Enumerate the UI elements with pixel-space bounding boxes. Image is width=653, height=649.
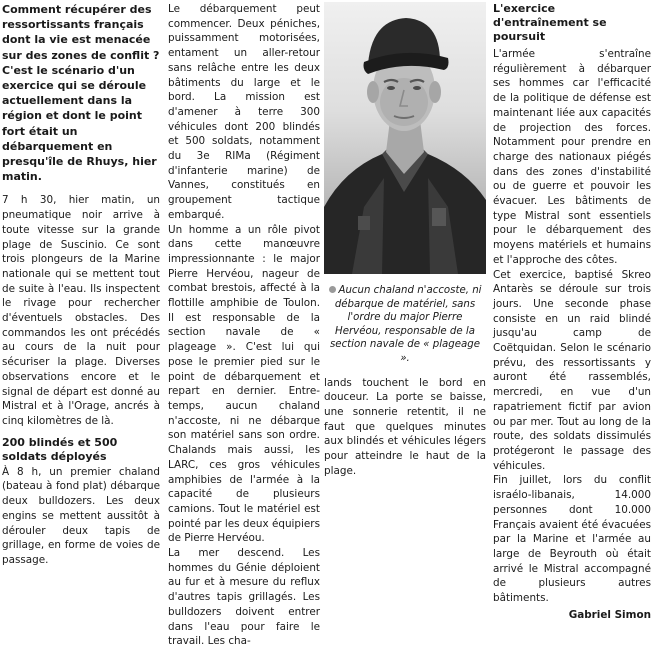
photo-caption-text: Aucun chaland n'accoste, ni débarque de matériel, sans l'ordre du major Pierre Hervéou, responsable de la section navale de « plageage ». bbox=[330, 285, 482, 364]
body-paragraph: À 8 h, un premier chaland (bateau à fond plat) débarque deux bulldozers. Les deux engins se mettent aussitôt à dérouler deux tapis de grillage, en forme de voies de passage. bbox=[2, 465, 160, 566]
article-column-4 bbox=[493, 2, 651, 621]
body-paragraph: Fin juillet, lors du conflit israélo-libanais, 14.000 personnes dont 10.000 Français avaient été évacuées par la Marine et l'armée au large de Beyrouth où était arrivé le Mistral accompagné de plusieurs autres bâtiments. bbox=[493, 474, 651, 605]
body-paragraph: L'armée s'entraîne régulièrement à débarquer ses hommes car l'efficacité de la politique de défense est maintenant liée aux capacités de projection des forces. Notamment pour prendre en charge des nationaux piégés dans des zones d'instabilité ou de guerre et pouvoir les évacuer. Les bâtiments de type Mistral sont essentiels pour le débarquement des moyens matériels et humains et l'approche des côtes. bbox=[493, 48, 651, 266]
body-paragraph: Cet exercice, baptisé Skreo Antarès se déroule sur trois jours. Une seconde phase consiste en un raid blindé jusqu'au camp de Coëtquidan. Selon le scénario prévu, des ressortissants y auront été rassemblés, mercredi, en vue d'un rapatriement fictif par avion ou par mer. Tout au long de la route, des soldats dissimulés protégeront le passage des véhicules. bbox=[493, 268, 651, 472]
body-paragraph: lands touchent le bord en douceur. La porte se baisse, une sonnerie retentit, il ne faut que quelques minutes aux blindés et véhicules légers pour atteindre le haut de la plage. bbox=[324, 376, 486, 477]
article-column-3 bbox=[324, 2, 486, 477]
portrait-illustration bbox=[324, 2, 486, 274]
body-paragraph: Un homme a un rôle pivot dans cette manœuvre impressionnante : le major Pierre Hervéou, nageur de combat brestois, affecté à la flottille amphibie de Toulon. Il est responsable de la section navale de « plageage ». C'est lui qui pose le premier pied sur le point de débarquement et repart en dernier. Entre-temps, aucun chaland n'accoste, ni ne débarque son matériel sans son ordre. Chalands mais aussi, les LARC, ces gros véhicules amphibies de l'armée à la capacité de plusieurs camions. Tout le matériel est pointé par les deux équipiers de Pierre Hervéou. bbox=[168, 223, 320, 545]
subheading: 200 blindés et 500 soldats déployés bbox=[2, 435, 118, 464]
article-lede: Comment récupérer des ressortissants français dont la vie est menacée sur des zones de conflit ? C'est le scénario d'un exercice qui se déroule actuellement dans la région et dont le point fort était un débarquement en presqu'île de Rhuys, hier matin. bbox=[2, 3, 160, 184]
body-paragraph: Le débarquement peut commencer. Deux péniches, puissamment motorisées, entament un aller-retour sans relâche entre les deux bâtiments du large et le bord. La mission est d'amener à terre 300 véhicules dont 200 blindés et 500 soldats, notamment du 3e RIMa (Régiment d'infanterie marine) de Vannes, constitués en groupement tactique embarqué. bbox=[168, 3, 320, 221]
body-paragraph: La mer descend. Les hommes du Génie déploient au fur et à mesure du reflux d'autres tapis grillagés. Les bulldozers doivent entrer dans l'eau pour faire le travail. Les cha- bbox=[168, 547, 320, 648]
section-title: L'exercice d'entraînement se poursuit bbox=[493, 2, 607, 43]
article-column-1 bbox=[2, 2, 160, 566]
article-column-2 bbox=[168, 2, 320, 648]
body-paragraph: 7 h 30, hier matin, un pneumatique noir arrive à toute vitesse sur la grande plage de Suscinio. Ce sont trois plongeurs de la Marine nationale qui se mettent tout de suite à l'eau. Ils inspectent le rivage pour rechercher d'éventuels obstacles. Des commandos les ont précédés au cours de la nuit pour sécuriser la plage. Diverses observations encore et le signal de départ est donné au Mistral et à l'Orage, ancrés à cinq kilomètres de là. bbox=[2, 194, 160, 427]
portrait-photo bbox=[324, 2, 486, 274]
author-signature: Gabriel Simon bbox=[568, 608, 651, 621]
bullet-icon bbox=[329, 286, 336, 293]
photo-caption bbox=[324, 284, 486, 366]
